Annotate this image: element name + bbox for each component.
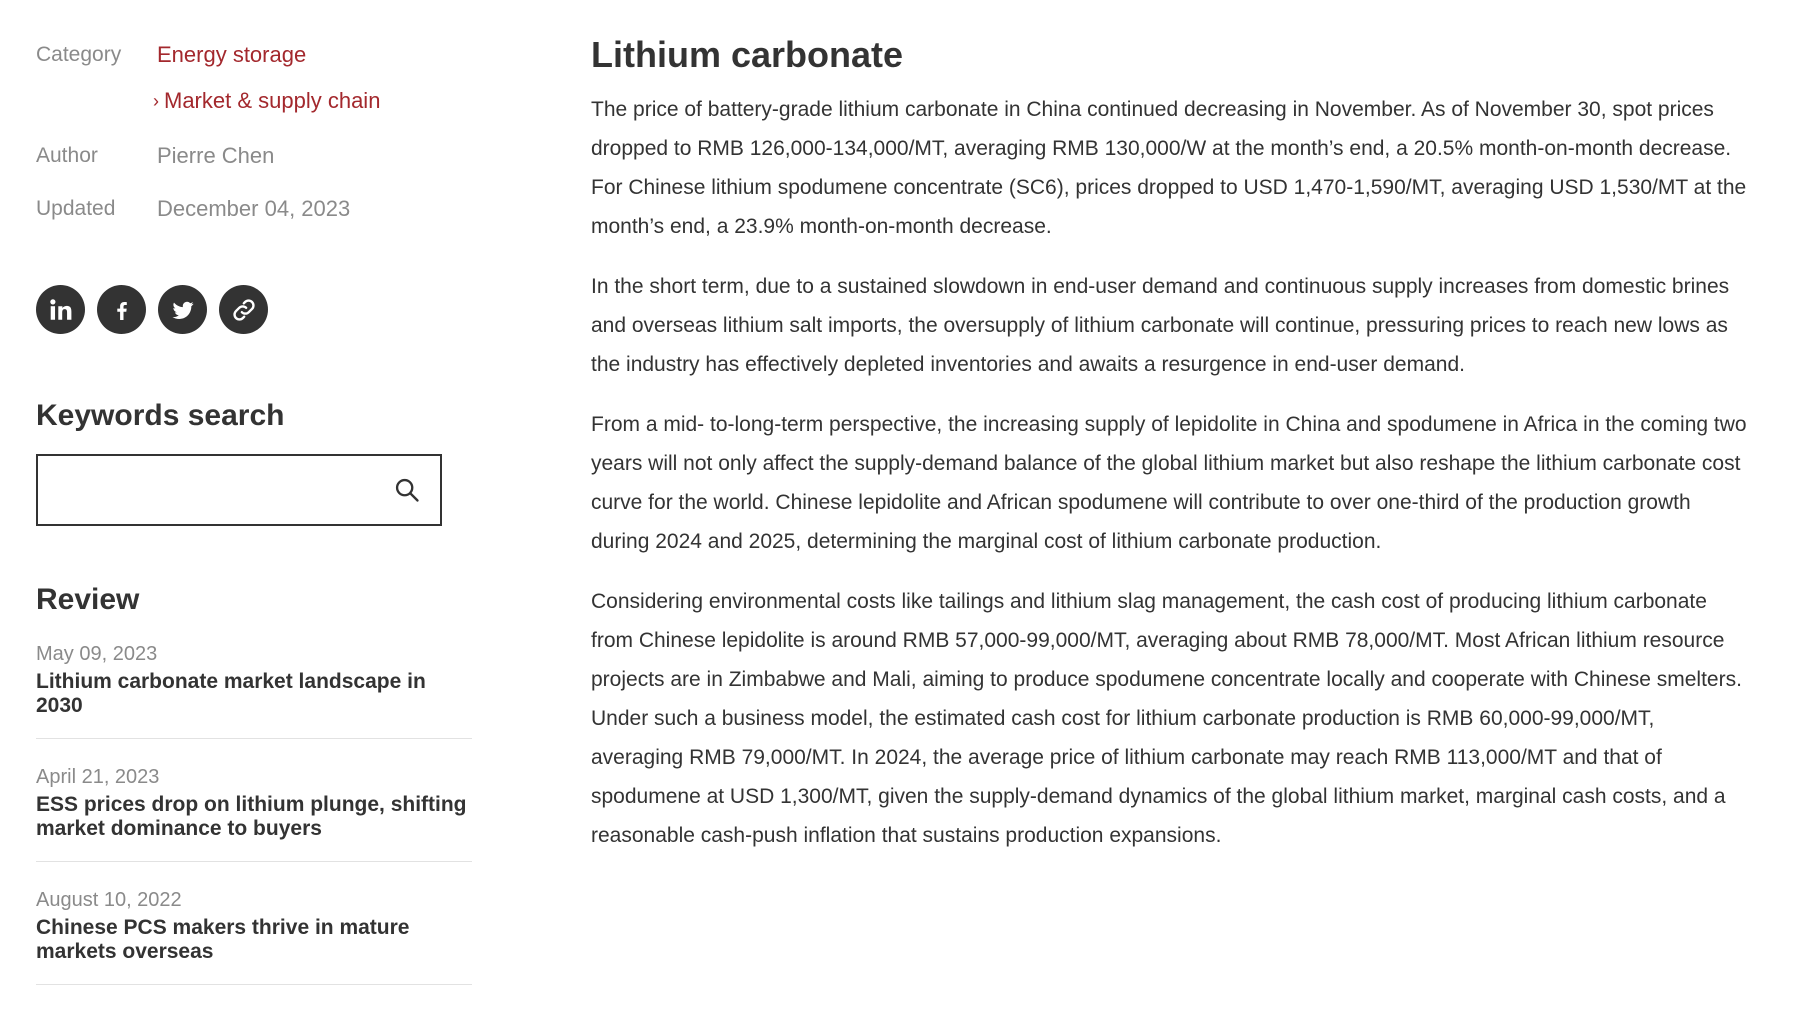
review-title: Review bbox=[36, 583, 140, 616]
review-headline[interactable]: Chinese PCS makers thrive in mature markets overseas bbox=[36, 916, 410, 963]
subcategory-row bbox=[36, 86, 472, 141]
copy-link-button[interactable] bbox=[219, 285, 268, 334]
review-item[interactable] bbox=[36, 640, 472, 739]
author-row bbox=[36, 141, 472, 194]
facebook-icon bbox=[110, 297, 134, 323]
author-label: Author bbox=[36, 144, 98, 167]
linkedin-share-button[interactable] bbox=[36, 285, 85, 334]
review-item[interactable] bbox=[36, 886, 472, 985]
updated-row bbox=[36, 194, 472, 234]
author-name: Pierre Chen bbox=[157, 143, 275, 168]
twitter-icon bbox=[170, 298, 196, 322]
twitter-share-button[interactable] bbox=[158, 285, 207, 334]
updated-date: December 04, 2023 bbox=[157, 196, 351, 221]
review-date: April 21, 2023 bbox=[36, 766, 160, 788]
keywords-search-title: Keywords search bbox=[36, 399, 285, 432]
review-date: May 09, 2023 bbox=[36, 643, 158, 665]
search-box bbox=[36, 454, 442, 526]
share-bar bbox=[36, 285, 472, 334]
review-headline[interactable]: Lithium carbonate market landscape in 2030 bbox=[36, 670, 426, 717]
facebook-share-button[interactable] bbox=[97, 285, 146, 334]
updated-label: Updated bbox=[36, 197, 116, 220]
search-input[interactable] bbox=[38, 456, 378, 524]
subcategory-link[interactable]: Market & supply chain bbox=[164, 88, 381, 113]
article-title: Lithium carbonate bbox=[591, 34, 904, 75]
article-paragraph: In the short term, due to a sustained slowdown in end-user demand and continuous supply increases from domestic brines and overseas lithium salt imports, the oversupply of lithium carbonate will continue, pressuring prices to reach new lows as the industry has effectively depleted inventories and awaits a resurgence in end-user demand. bbox=[591, 275, 1730, 376]
article-paragraph: The price of battery-grade lithium carbonate in China continued decreasing in November. As of November 30, spot prices dropped to RMB 126,000-134,000/MT, averaging RMB 130,000/W at the month’s end, a 20.5% month-on-month decrease. For Chinese lithium spodumene concentrate (SC6), prices dropped to USD 1,470-1,590/MT, averaging USD 1,530/MT at the month’s end, a 23.9% month-on-month decrease. bbox=[591, 98, 1747, 238]
category-label: Category bbox=[36, 43, 122, 66]
category-row bbox=[36, 40, 472, 86]
review-date: August 10, 2022 bbox=[36, 889, 182, 911]
review-headline[interactable]: ESS prices drop on lithium plunge, shifting market dominance to buyers bbox=[36, 793, 467, 840]
linkedin-icon bbox=[48, 297, 74, 323]
search-icon[interactable] bbox=[392, 475, 422, 505]
chevron-right-icon: › bbox=[153, 91, 159, 111]
review-item[interactable] bbox=[36, 763, 472, 862]
article bbox=[591, 32, 1751, 876]
link-icon bbox=[231, 297, 257, 323]
article-paragraph: Considering environmental costs like tailings and lithium slag management, the cash cost of producing lithium carbonate from Chinese lepidolite is around RMB 57,000-99,000/MT, averaging about RMB 78,000/MT. Most African lithium resource projects are in Zimbabwe and Mali, aiming to produce spodumene concentrate locally and cooperate with Chinese smelters. Under such a business model, the estimated cash cost for lithium carbonate production is RMB 60,000-99,000/MT, averaging RMB 79,000/MT. In 2024, the average price of lithium carbonate may reach RMB 113,000/MT and that of spodumene at USD 1,300/MT, given the supply-demand dynamics of the global lithium market, marginal cash costs, and a reasonable cash-push inflation that sustains production expansions. bbox=[591, 590, 1742, 847]
sidebar bbox=[36, 40, 472, 1009]
category-link[interactable]: Energy storage bbox=[157, 42, 307, 67]
article-paragraph: From a mid- to-long-term perspective, the increasing supply of lepidolite in China and spodumene in Africa in the coming two years will not only affect the supply-demand balance of the global lithium market but also reshape the lithium carbonate cost curve for the world. Chinese lepidolite and African spodumene will contribute to over one-third of the production growth during 2024 and 2025, determining the marginal cost of lithium carbonate production. bbox=[591, 413, 1747, 553]
review-list bbox=[36, 640, 472, 985]
